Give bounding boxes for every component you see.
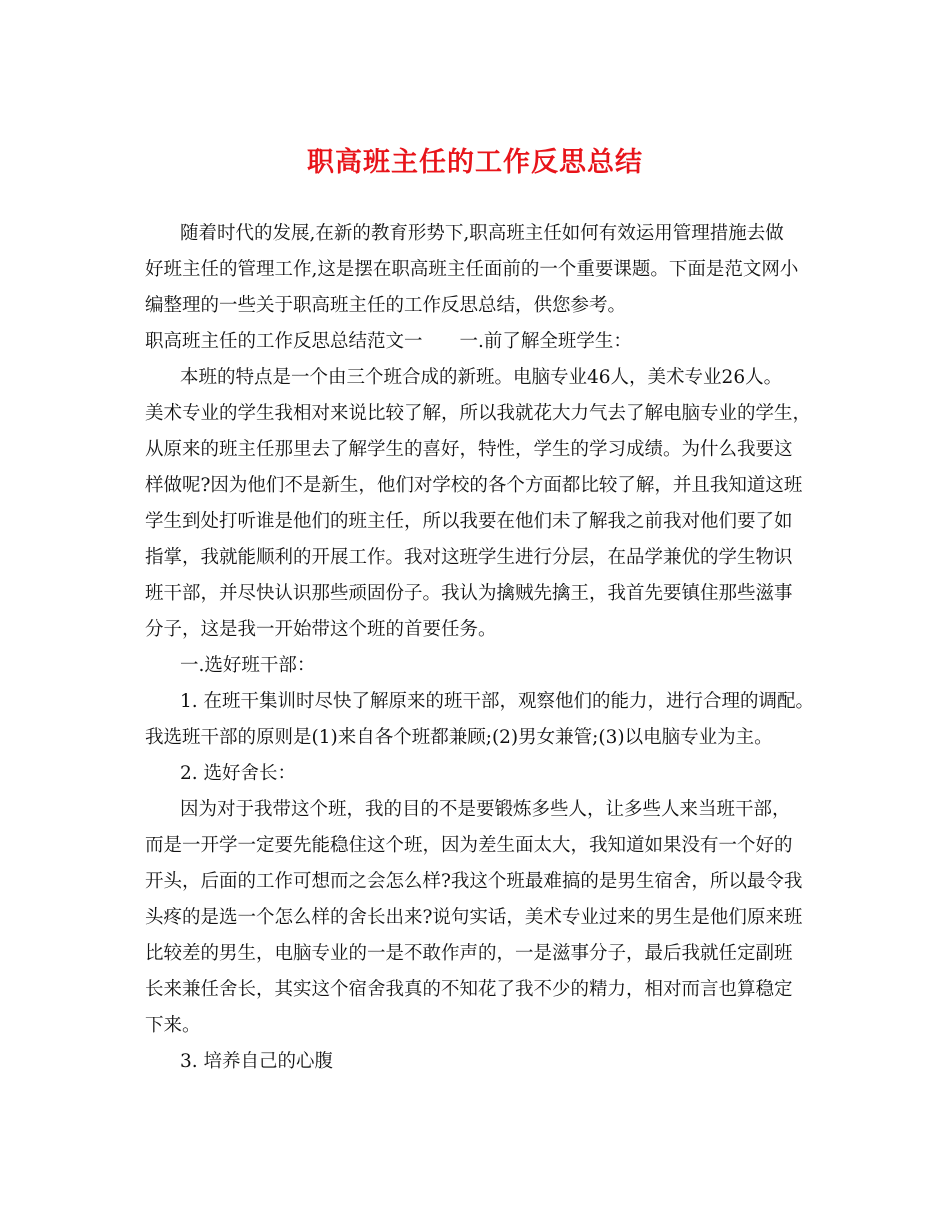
text-line: 比较差的男生，电脑专业的一是不敢作声的，一是滋事分子，最后我就任定副班 — [145, 943, 793, 964]
text-line: 班干部，并尽快认识那些顽固份子。我认为擒贼先擒王，我首先要镇住那些滋事 — [145, 583, 793, 604]
section-heading: 3. 培养自己的心腹 — [180, 1051, 334, 1072]
text-line: 随着时代的发展,在新的教育形势下,职高班主任如何有效运用管理措施去做 — [180, 223, 784, 244]
text-line: 开头，后面的工作可想而之会怎么样?我这个班最难搞的是男生宿舍，所以最令我 — [145, 871, 803, 892]
text-line: 下来。 — [145, 1015, 201, 1036]
text-line: 样做呢?因为他们不是新生，他们对学校的各个方面都比较了解，并且我知道这班 — [145, 475, 803, 496]
text-line: 从原来的班主任那里去了解学生的喜好，特性，学生的学习成绩。为什么我要这 — [145, 439, 793, 460]
text-line: 职高班主任的工作反思总结范文一 一.前了解全班学生： — [145, 331, 632, 352]
text-line: 本班的特点是一个由三个班合成的新班。电脑专业46人，美术专业26人。 — [180, 367, 783, 388]
text-line: 而是一开学一定要先能稳住这个班，因为差生面太大，我知道如果没有一个好的 — [145, 835, 793, 856]
text-line: 编整理的一些关于职高班主任的工作反思总结，供您参考。 — [145, 295, 627, 316]
text-line: 分子，这是我一开始带这个班的首要任务。 — [145, 619, 497, 640]
text-line: 头疼的是选一个怎么样的舍长出来?说句实话，美术专业过来的男生是他们原来班 — [145, 907, 803, 928]
text-line: 指掌，我就能顺利的开展工作。我对这班学生进行分层，在品学兼优的学生物识 — [145, 547, 793, 568]
text-line: 美术专业的学生我相对来说比较了解，所以我就花大力气去了解电脑专业的学生， — [145, 403, 812, 424]
section-heading: 2. 选好舍长： — [180, 763, 297, 784]
text-line: 学生到处打听谁是他们的班主任，所以我要在他们未了解我之前我对他们要了如 — [145, 511, 793, 532]
document-title: 职高班主任的工作反思总结 — [307, 147, 643, 178]
text-line: 长来兼任舍长，其实这个宿舍我真的不知花了我不少的精力，相对而言也算稳定 — [145, 979, 793, 1000]
text-line: 好班主任的管理工作,这是摆在职高班主任面前的一个重要课题。下面是范文网小 — [145, 259, 799, 280]
text-line: 我选班干部的原则是(1)来自各个班都兼顾;(2)男女兼管;(3)以电脑专业为主。 — [145, 727, 773, 748]
text-line: 1. 在班干集训时尽快了解原来的班干部，观察他们的能力，进行合理的调配。 — [180, 691, 815, 712]
text-line: 因为对于我带这个班，我的目的不是要锻炼多些人，让多些人来当班干部， — [180, 799, 791, 820]
section-heading: 一.选好班干部： — [180, 655, 316, 676]
